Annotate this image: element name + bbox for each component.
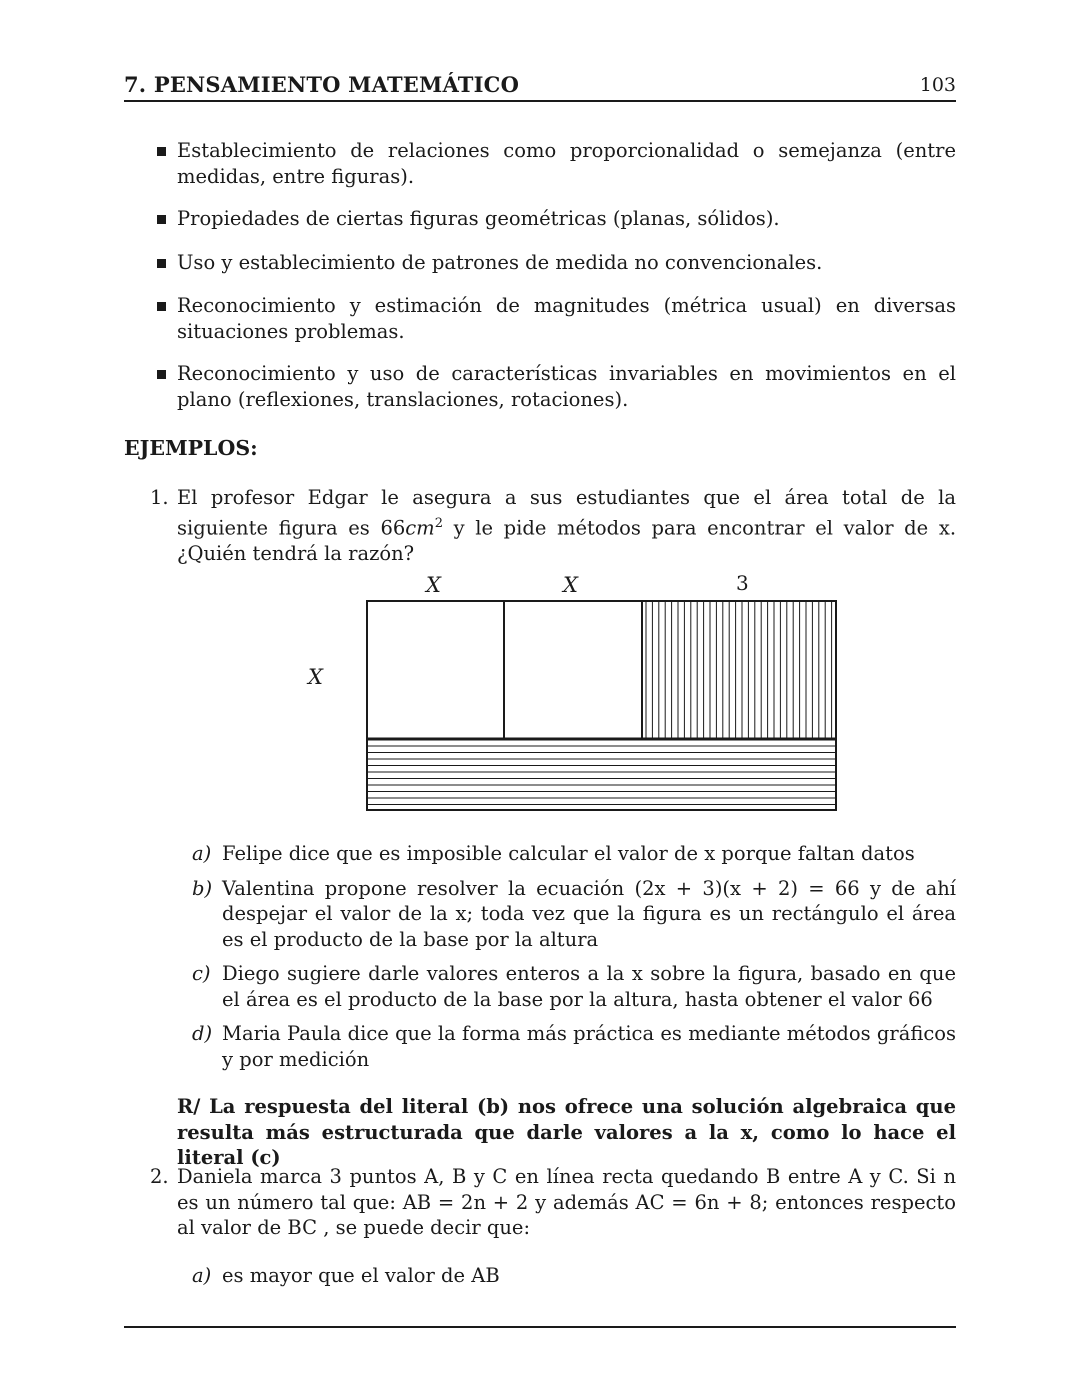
header-rule — [124, 100, 956, 102]
horizontal-hatch-region — [367, 746, 836, 805]
bullet-item — [124, 250, 956, 276]
option-letter: b) — [192, 876, 213, 900]
area-unit: cm — [405, 516, 435, 539]
topic-bullet-list — [124, 138, 956, 412]
example-1-answer: R/ La respuesta del literal (b) nos ofrece una solución algebraica que resulta más estructurada que darle valores a la x, como lo hace el literal (c) — [177, 1095, 956, 1169]
example-statement: Daniela marca 3 puntos A, B y C en línea recta quedando B entre A y C. Si n es un número tal que: AB = 2n + 2 y además AC = 6n + 8; entonces respecto al valor de BC , se puede decir que: — [177, 1165, 956, 1239]
bullet-item — [124, 361, 956, 412]
figure-drawing — [290, 565, 850, 825]
example-1-options — [124, 841, 956, 1072]
bullet-square-icon — [157, 259, 166, 268]
option-text: Valentina propone resolver la ecuación (2x + 3)(x + 2) = 66 y de ahí despejar el valor de la x; toda vez que la figura es un rectángulo el área es el producto de la base por la altura — [222, 876, 956, 951]
bullet-text: Propiedades de ciertas figuras geométricas (planas, sólidos). — [177, 207, 780, 230]
bullet-item — [124, 293, 956, 344]
example-1 — [124, 485, 956, 566]
option-d — [124, 1021, 956, 1072]
bullet-text: Uso y establecimiento de patrones de medida no convencionales. — [177, 250, 823, 274]
option-b — [124, 876, 956, 953]
bullet-item — [124, 138, 956, 189]
bullet-text: Reconocimiento y uso de características invariables en movimientos en el plano (reflexiones, translaciones, rotaciones). — [177, 362, 956, 411]
bullet-item — [124, 206, 956, 232]
area-exponent: 2 — [434, 515, 443, 531]
statement-part-b: y le pide métodos para encontrar el valor de x. ¿Quién tendrá la razón? — [177, 516, 957, 565]
figure-label-top-x2: X — [563, 573, 578, 597]
chapter-title: 7. PENSAMIENTO MATEMÁTICO — [124, 72, 520, 97]
example-number: 2. — [150, 1165, 169, 1188]
bullet-square-icon — [157, 147, 166, 156]
example-number: 1. — [150, 486, 169, 509]
area-value: 66 — [380, 516, 406, 539]
page-number: 103 — [919, 74, 956, 96]
option-a — [124, 841, 956, 867]
rectangle-area-figure — [290, 565, 850, 825]
statement-part-a: El profesor Edgar le asegura a sus estudiantes que el área total de la siguiente figura es — [177, 486, 956, 539]
option-letter: a) — [192, 842, 212, 865]
option-text: Diego sugiere darle valores enteros a la x sobre la figura, basado en que el área es el producto de la base por la altura, hasta obtener el valor 66 — [222, 962, 956, 1011]
figure-label-top-3: 3 — [736, 571, 749, 595]
figure-label-left-x: X — [308, 665, 323, 689]
option-letter: a) — [192, 1264, 212, 1287]
bullet-square-icon — [157, 302, 166, 311]
example-2 — [124, 1164, 956, 1241]
option-text: Maria Paula dice que la forma más práctica es mediante métodos gráficos y por medición — [222, 1022, 956, 1071]
example-statement — [177, 485, 956, 566]
bullet-square-icon — [157, 215, 166, 224]
option-text: Felipe dice que es imposible calcular el valor de x porque faltan datos — [222, 842, 915, 865]
option-letter: d) — [192, 1022, 213, 1045]
option-text: es mayor que el valor de AB — [222, 1264, 500, 1287]
footer-rule — [124, 1326, 956, 1328]
option-c — [124, 961, 956, 1012]
page-header — [124, 72, 956, 100]
vertical-hatch-region — [646, 601, 832, 739]
examples-heading: EJEMPLOS: — [124, 436, 258, 460]
example-2-options — [124, 1263, 956, 1289]
figure-label-top-x1: X — [426, 573, 441, 597]
bullet-text: Establecimiento de relaciones como proporcionalidad o semejanza (entre medidas, entre figuras). — [177, 139, 956, 188]
bullet-square-icon — [157, 370, 166, 379]
option-letter: c) — [192, 962, 211, 985]
bullet-text: Reconocimiento y estimación de magnitudes (métrica usual) en diversas situaciones problemas. — [177, 294, 956, 343]
option-a — [124, 1263, 956, 1289]
